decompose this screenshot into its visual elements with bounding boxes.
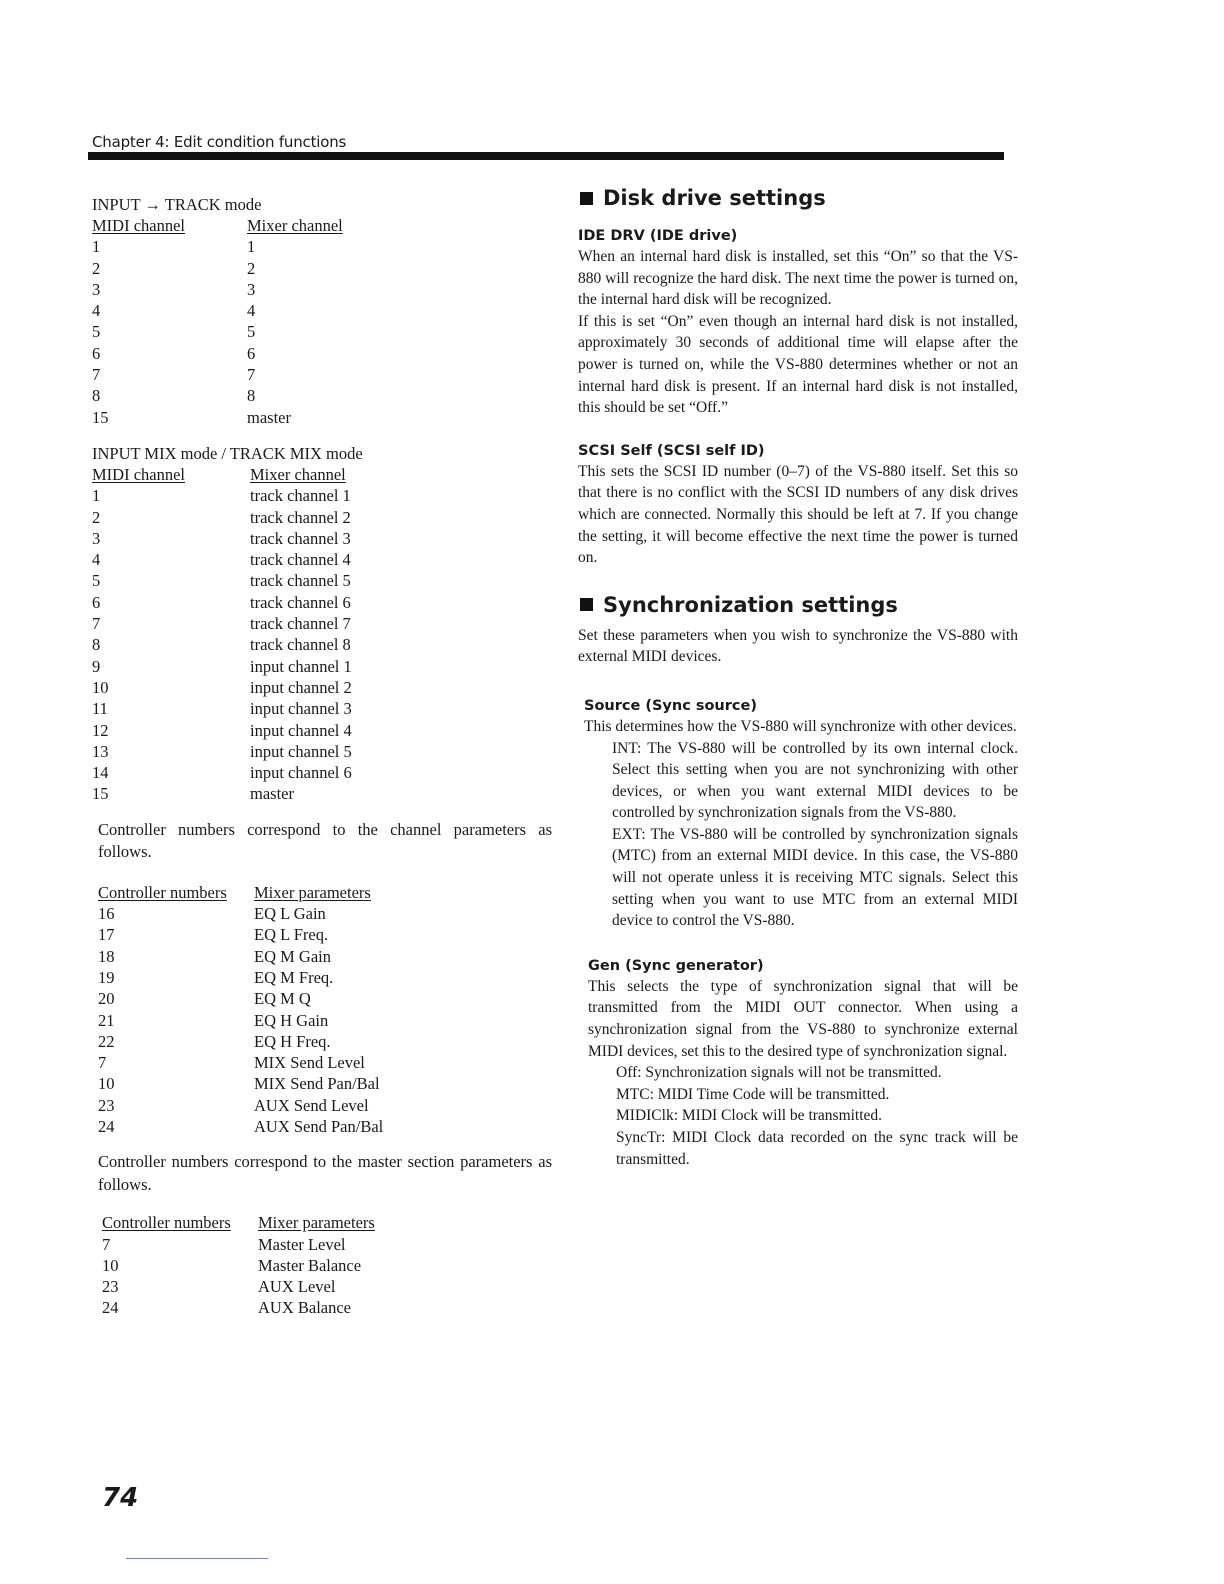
table-row	[92, 677, 552, 698]
cell-number: 10	[102, 1255, 119, 1275]
cell-number: 24	[98, 1116, 115, 1136]
block-title-mix-mode: INPUT MIX mode / TRACK MIX mode	[92, 443, 363, 463]
subheading-ide-drive: IDE DRV (IDE drive)	[578, 228, 738, 244]
cell-number: 6	[92, 343, 101, 363]
cell-number: 19	[98, 967, 115, 987]
table-row	[92, 300, 552, 321]
right-column	[578, 186, 1018, 1170]
cell-value: track channel 8	[250, 635, 351, 655]
table-row	[98, 967, 552, 988]
table-row	[98, 903, 552, 924]
cell-number: 8	[92, 635, 101, 655]
section-heading-sync	[578, 593, 1018, 617]
cell-value: track channel 7	[250, 614, 351, 634]
page-number: 74	[102, 1483, 139, 1513]
table-row	[92, 321, 552, 342]
table-row	[98, 1116, 552, 1137]
paragraph-channel-params: Controller numbers correspond to the channel parameters as follows.	[98, 819, 552, 862]
cell-value: EQ M Q	[254, 989, 311, 1009]
option-ext: EXT: The VS-880 will be controlled by synchronization signals (MTC) from an external MIDI device. In this case, the VS-880 will not operate unless it is receiving MTC signals. Select this setting when you want to use MTC from an external MIDI device to control the VS-880.	[612, 825, 1018, 930]
cell-number: 14	[92, 763, 109, 783]
table-header-row	[92, 464, 552, 485]
table-row	[98, 1073, 552, 1094]
col-header-midi-channel: MIDI channel	[92, 464, 186, 484]
subheading-scsi-self: SCSI Self (SCSI self ID)	[578, 442, 765, 459]
cell-value: EQ L Gain	[254, 904, 326, 924]
col-header-mixer-channel: Mixer channel	[247, 216, 343, 235]
bottom-link-line	[126, 1558, 268, 1559]
cell-number: 24	[102, 1298, 119, 1318]
option-off: Off: Synchronization signals will not be transmitted.	[616, 1064, 942, 1082]
table-row	[92, 485, 552, 506]
table-row	[92, 656, 552, 677]
table-row	[98, 1052, 552, 1073]
square-bullet-icon	[580, 192, 593, 205]
table-row	[92, 720, 552, 741]
cell-value: EQ L Freq.	[254, 925, 329, 945]
cell-number: 12	[92, 720, 109, 740]
table-row	[98, 924, 552, 945]
cell-number: 6	[92, 592, 101, 612]
table-header-row	[102, 1212, 552, 1233]
table-header-row	[98, 882, 552, 903]
midi-to-mixer-table-2	[92, 464, 552, 805]
table-row	[92, 549, 552, 570]
cell-value: EQ M Freq.	[254, 967, 334, 987]
table-row	[98, 946, 552, 967]
cell-value: 1	[247, 237, 256, 257]
cell-number: 10	[98, 1074, 115, 1094]
table-row	[98, 1010, 552, 1031]
cell-number: 17	[98, 925, 115, 945]
table-row	[92, 592, 552, 613]
section-heading-disk-text: Disk drive settings	[603, 186, 826, 210]
cell-value: EQ H Freq.	[254, 1031, 331, 1051]
cell-number: 9	[92, 656, 101, 676]
cell-number: 1	[92, 486, 101, 506]
cell-number: 7	[98, 1053, 107, 1073]
table-row	[92, 528, 552, 549]
col-header-controller-numbers: Controller numbers	[98, 882, 227, 902]
cell-value: master	[250, 784, 294, 804]
cell-value: Master Level	[258, 1234, 346, 1254]
cell-value: track channel 2	[250, 507, 351, 527]
cell-number: 11	[92, 699, 108, 719]
section-heading-disk	[578, 186, 1018, 210]
table-row	[92, 343, 552, 364]
paragraph-gen: This selects the type of synchronization signal that will be transmitted from the MIDI OUT connector. When using a synchronization signal from the VS-880 to synchronize external MIDI devices, set this to the desired type of synchronization signal.	[588, 977, 1018, 1060]
table-row	[102, 1255, 552, 1276]
col-header-mixer-parameters: Mixer parameters	[254, 882, 371, 902]
col-header-midi-channel: MIDI channel	[92, 216, 186, 235]
table-row	[98, 988, 552, 1009]
cell-number: 10	[92, 677, 109, 697]
table-row	[102, 1234, 552, 1255]
cell-value: 3	[247, 279, 256, 299]
cell-number: 13	[92, 741, 109, 761]
cell-value: EQ H Gain	[254, 1010, 329, 1030]
table-row	[92, 407, 552, 428]
cell-number: 15	[92, 784, 109, 804]
table-row	[102, 1297, 552, 1318]
chapter-header: Chapter 4: Edit condition functions	[92, 133, 347, 151]
controller-table-channel	[92, 882, 552, 1138]
cell-value: AUX Send Level	[254, 1095, 369, 1115]
table-row	[102, 1276, 552, 1297]
cell-number: 2	[92, 507, 101, 527]
cell-value: input channel 4	[250, 720, 352, 740]
table-row	[98, 1095, 552, 1116]
paragraph-source: This determines how the VS-880 will synchronize with other devices.	[584, 717, 1017, 735]
cell-value: track channel 6	[250, 592, 351, 612]
cell-value: master	[247, 407, 291, 427]
cell-number: 21	[98, 1010, 115, 1030]
cell-number: 20	[98, 989, 115, 1009]
header-rule	[88, 152, 1004, 160]
cell-number: 5	[92, 322, 101, 342]
cell-value: 2	[247, 258, 256, 278]
cell-value: 6	[247, 343, 256, 363]
option-int: INT: The VS-880 will be controlled by its own internal clock. Select this setting when you are not synchronizing with other devices, or when you want external MIDI devices to be controlled by synchronization signals from the VS-880.	[612, 739, 1018, 822]
cell-number: 7	[92, 614, 101, 634]
table-row	[92, 385, 552, 406]
table-row	[92, 364, 552, 385]
table-row	[92, 570, 552, 591]
square-bullet-icon	[580, 598, 593, 611]
section-heading-sync-text: Synchronization settings	[603, 592, 898, 617]
col-header-controller-numbers: Controller numbers	[102, 1213, 231, 1233]
cell-number: 1	[92, 237, 101, 257]
table-row	[92, 783, 552, 804]
cell-value: 4	[247, 301, 256, 321]
cell-number: 3	[92, 528, 101, 548]
cell-value: 8	[247, 386, 256, 406]
paragraph-sync-intro: Set these parameters when you wish to synchronize the VS-880 with external MIDI devices.	[578, 626, 1018, 666]
table-header-row	[92, 215, 552, 236]
cell-number: 18	[98, 946, 115, 966]
cell-number: 3	[92, 279, 101, 299]
cell-value: track channel 3	[250, 528, 351, 548]
cell-number: 22	[98, 1031, 115, 1051]
table-row	[92, 634, 552, 655]
paragraph-scsi: This sets the SCSI ID number (0–7) of the VS-880 itself. Set this so that there is no conflict with the SCSI ID numbers of any disk drives which are connected. Normally this should be left at 7. If you change the setting, it will become effective the next time the power is turned on.	[578, 462, 1018, 567]
cell-value: input channel 1	[250, 656, 352, 676]
cell-number: 15	[92, 407, 109, 427]
cell-value: input channel 2	[250, 677, 352, 697]
table-row	[92, 762, 552, 783]
controller-table-master	[92, 1212, 552, 1318]
cell-number: 2	[92, 258, 101, 278]
col-header-mixer-channel: Mixer channel	[250, 464, 346, 484]
cell-value: track channel 1	[250, 486, 351, 506]
cell-value: MIX Send Pan/Bal	[254, 1074, 380, 1094]
cell-number: 5	[92, 571, 101, 591]
cell-number: 7	[102, 1234, 111, 1254]
cell-value: track channel 5	[250, 571, 351, 591]
paragraph-master-params: Controller numbers correspond to the master section parameters as follows.	[98, 1152, 552, 1194]
paragraph-ide-1: When an internal hard disk is installed, set this “On” so that the VS-880 will recognize the hard disk. The next time the power is turned on, the internal hard disk will be recognized.	[578, 248, 1018, 309]
table-row	[92, 279, 552, 300]
subheading-gen: Gen (Sync generator)	[588, 957, 764, 974]
paragraph-ide-2: If this is set “On” even though an internal hard disk is not installed, approximately 30 seconds of additional time will elapse after the power is turned on, while the VS-880 determines whether or not an internal hard disk is present. If an internal hard disk is not installed, this should be set “Off.”	[578, 312, 1018, 417]
cell-number: 8	[92, 386, 101, 406]
option-midiclk: MIDIClk: MIDI Clock will be transmitted.	[616, 1107, 883, 1125]
midi-to-mixer-table-1	[92, 215, 552, 428]
col-header-mixer-parameters: Mixer parameters	[258, 1213, 375, 1233]
option-synctr: SyncTr: MIDI Clock data recorded on the sync track will be transmitted.	[616, 1129, 1018, 1168]
table-row	[92, 507, 552, 528]
cell-number: 16	[98, 904, 115, 924]
cell-number: 23	[98, 1095, 115, 1115]
cell-value: AUX Level	[258, 1277, 336, 1297]
left-column	[92, 194, 552, 1319]
table-row	[98, 1031, 552, 1052]
block-title-input-track: INPUT → TRACK mode	[92, 195, 262, 214]
option-mtc: MTC: MIDI Time Code will be transmitted.	[616, 1085, 890, 1103]
cell-value: input channel 3	[250, 699, 352, 719]
table-row	[92, 258, 552, 279]
cell-value: Master Balance	[258, 1255, 362, 1275]
cell-number: 7	[92, 365, 101, 385]
table-row	[92, 741, 552, 762]
cell-number: 23	[102, 1277, 119, 1297]
cell-value: AUX Send Pan/Bal	[254, 1116, 384, 1136]
cell-number: 4	[92, 550, 101, 570]
cell-value: EQ M Gain	[254, 946, 331, 966]
cell-value: track channel 4	[250, 550, 351, 570]
cell-value: 7	[247, 365, 256, 385]
cell-value: input channel 5	[250, 741, 352, 761]
table-row	[92, 613, 552, 634]
cell-value: 5	[247, 322, 256, 342]
cell-number: 4	[92, 301, 101, 321]
table-row	[92, 236, 552, 257]
table-row	[92, 698, 552, 719]
cell-value: input channel 6	[250, 763, 352, 783]
cell-value: MIX Send Level	[254, 1053, 365, 1073]
subheading-source: Source (Sync source)	[584, 697, 757, 714]
cell-value: AUX Balance	[258, 1298, 352, 1318]
